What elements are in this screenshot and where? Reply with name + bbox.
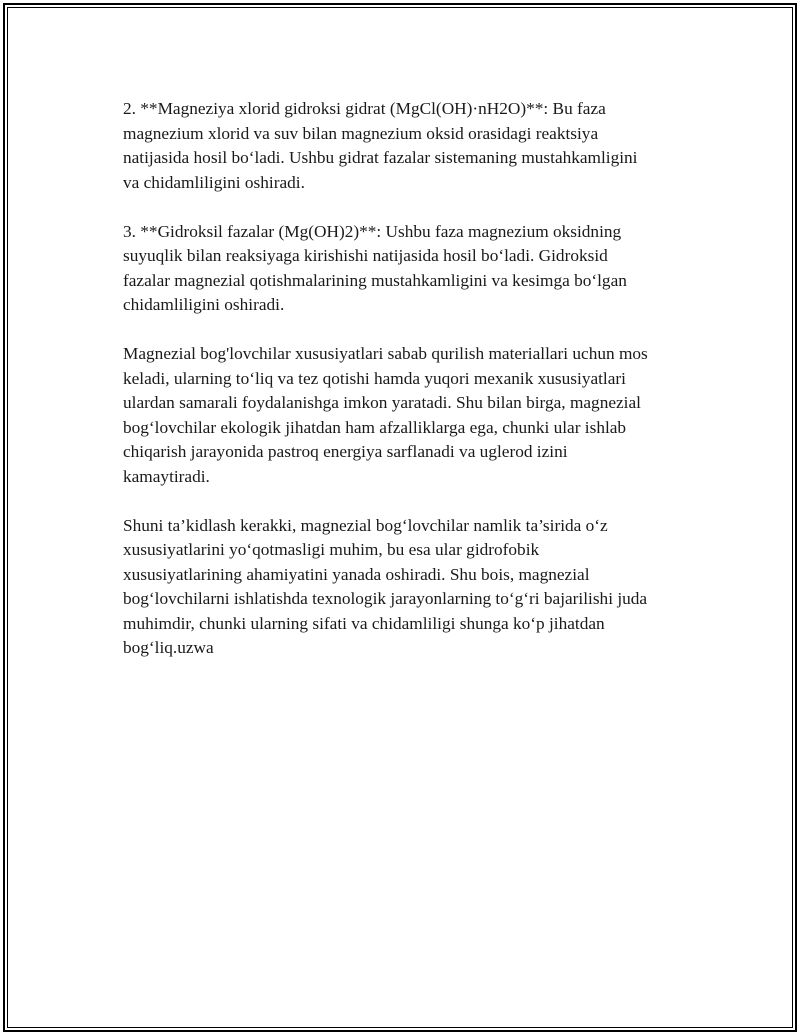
document-body — [123, 97, 693, 685]
paragraph-moisture-resistance: Shuni ta’kidlash kerakki, magnezial bog‘lovchilar namlik ta’sirida o‘z xususiyatlarini yo‘qotmasligi muhim, bu esa ular gidrofobik xususiyatlarining ahamiyatini yanada oshiradi. Shu bois, magnezial bog‘lovchilarni ishlatishda texnologik jarayonlarning to‘g‘ri bajarilishi juda muhimdir, chunki ularning sifati va chidamliligi shunga ko‘p jihatdan bog‘liq.uzwa — [123, 515, 648, 657]
paragraph-magnesium-chloride-hydrate: 2. **Magneziya xlorid gidroksi gidrat (MgCl(OH)·nH2O)**: Bu faza magnezium xlorid va suv bilan magnezium oksid orasidagi reaktsiya natijasida hosil bo‘ladi. Ushbu gidrat fazalar sistemaning mustahkamligini va chidamliligini oshiradi. — [123, 99, 638, 192]
paragraph-hydroxyl-phases: 3. **Gidroksil fazalar (Mg(OH)2)**: Ushbu faza magnezium oksidning suyuqlik bilan reaksiyaga kirishishi natijasida hosil bo‘ladi. Gidroksid fazalar magnezial qotishmalarining mustahkamligini va kesimga bo‘lgan chidamliligini oshiradi. — [123, 221, 627, 314]
page-frame — [3, 3, 797, 1032]
paragraph-binder-properties: Magnezial bog'lovchilar xususiyatlari sabab qurilish materiallari uchun mos keladi, ularning to‘liq va tez qotishi hamda yuqori mexanik xususiyatlari ulardan samarali foydalanishga imkon yaratadi. Shu bilan birga, magnezial bog‘lovchilar ekologik jihatdan ham afzalliklarga ega, chunki ular ishlab chiqarish jarayonida pastroq energiya sarflanadi va uglerod izini kamaytiradi. — [123, 344, 648, 486]
